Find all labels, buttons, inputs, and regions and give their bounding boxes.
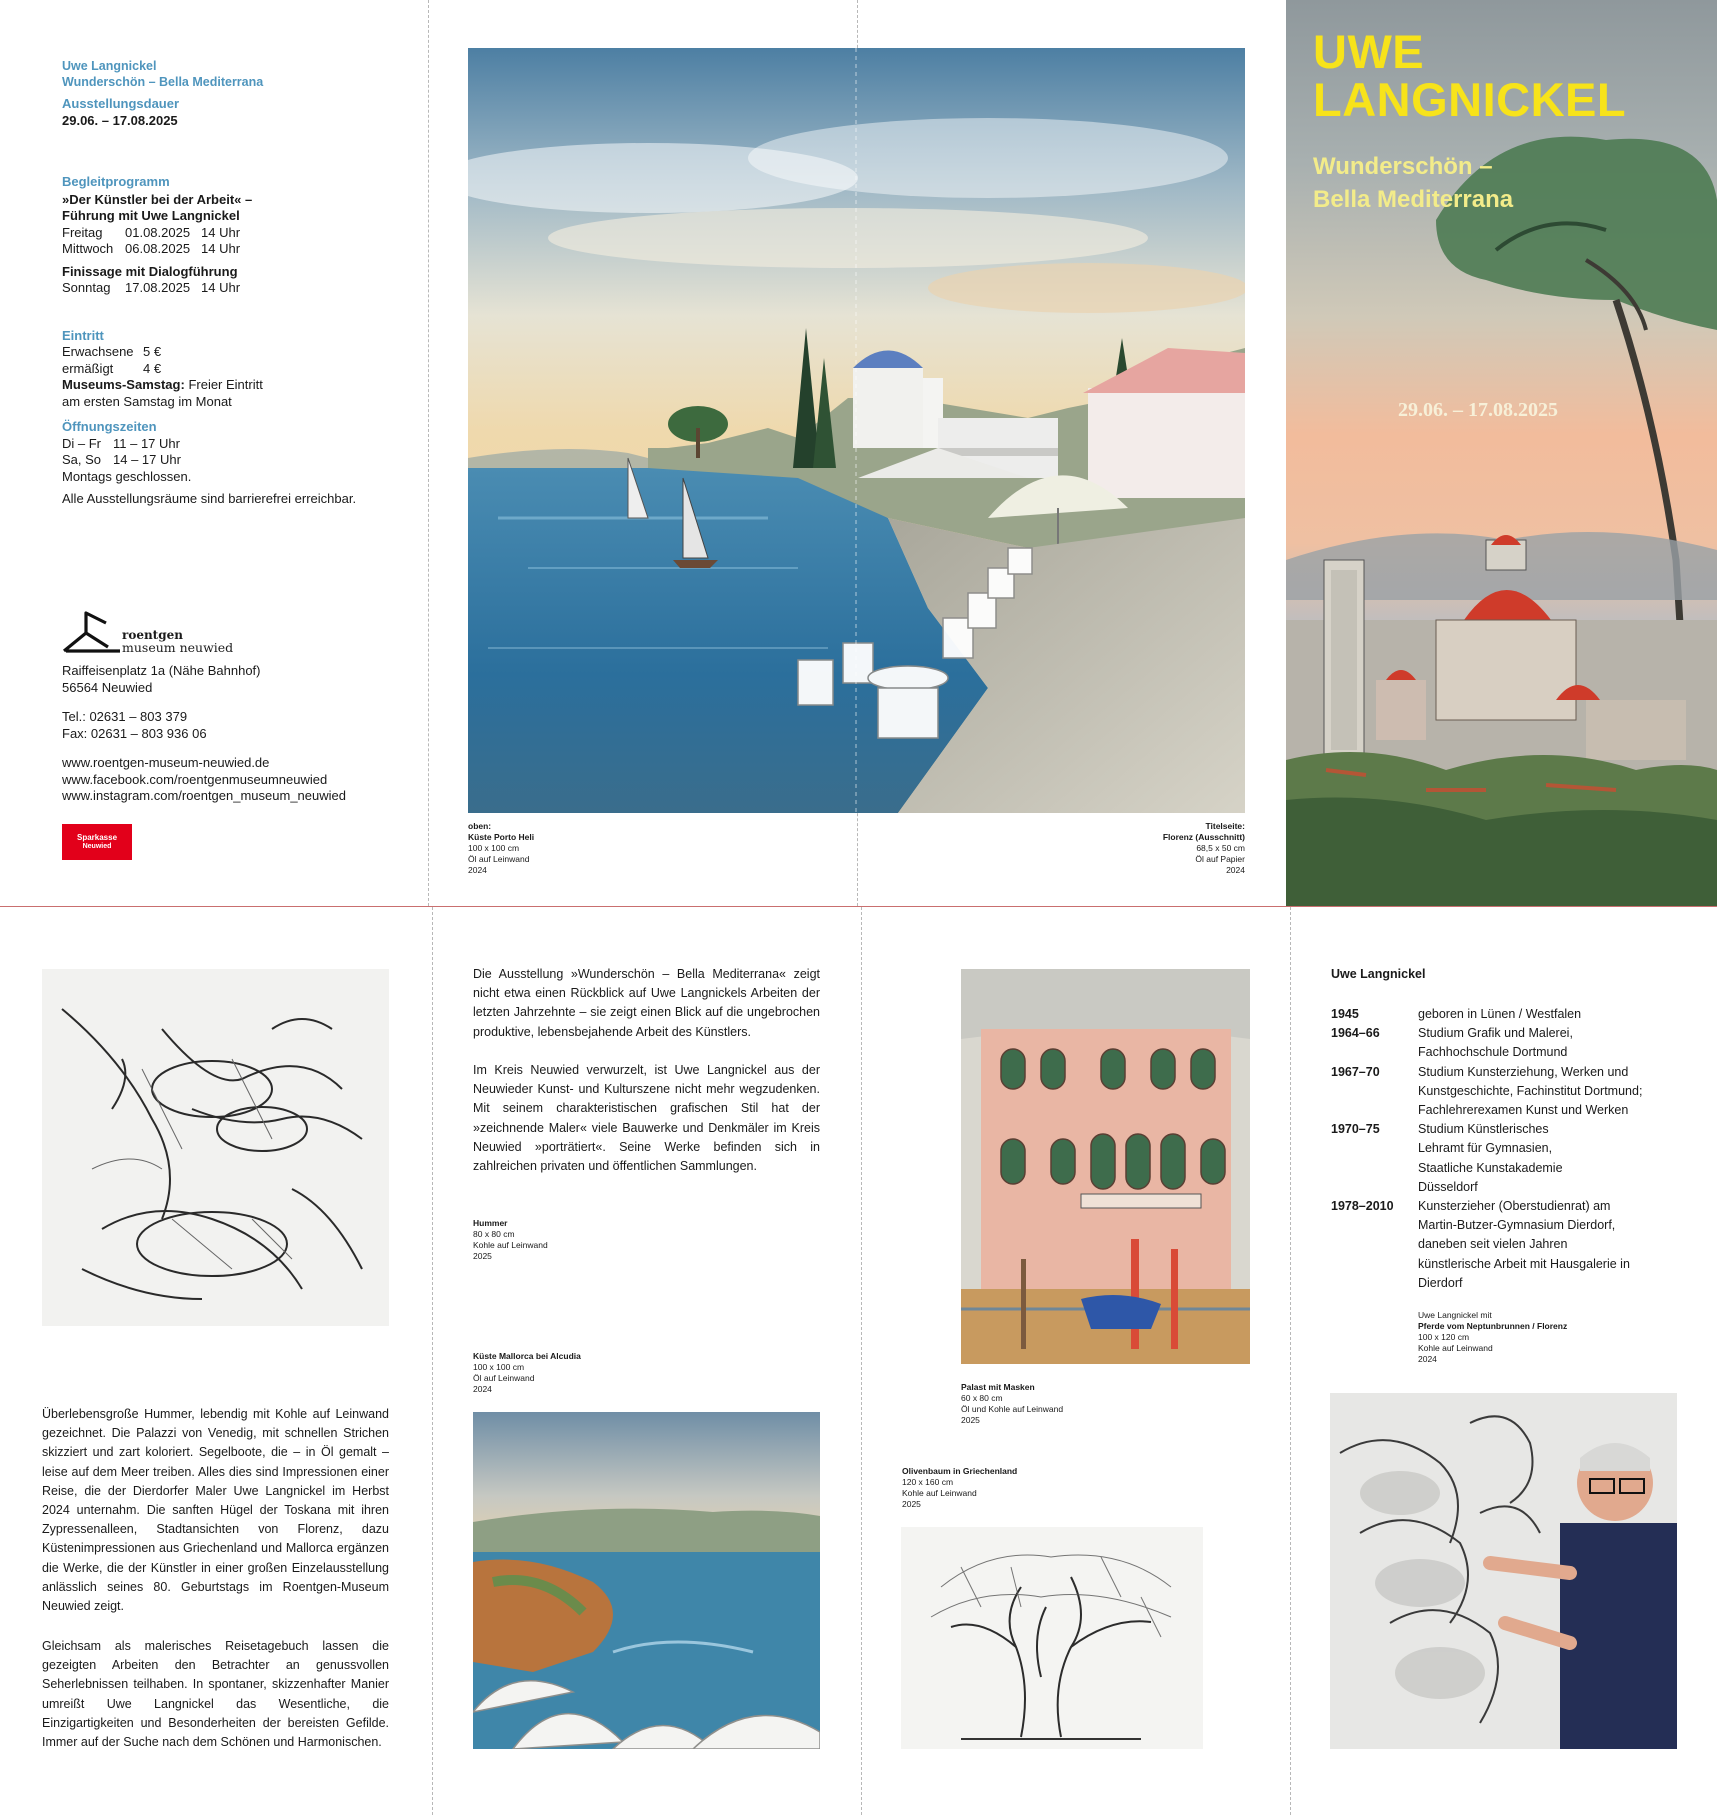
bio-list [1331,1005,1671,1293]
museum-logo-text: museum neuwied [122,640,234,655]
caption-florenz: Titelseite: Florenz (Ausschnitt) 68,5 x 50 cm Öl auf Papier 2024 [1162,821,1245,875]
fold-line [861,907,862,1815]
bio-entry: 1978–2010 Kunsterzieher (Oberstudienrat) am Martin-Butzer-Gymnasium Dierdorf, daneben seit vielen Jahren künstlerische Arbeit mit Hausgalerie in Dierdorf [1331,1199,1630,1290]
program-title: »Der Künstler bei der Arbeit« – [62,191,253,207]
caption-mallorca: Küste Mallorca bei Alcudia 100 x 100 cm Öl auf Leinwand 2024 [473,1351,581,1394]
intro-text-mid: Die Ausstellung »Wunderschön – Bella Mediterrana« zeigt nicht etwa einen Rückblick auf Uwe Langnickels Arbeiten der letzten Jahrzehnte – sie zeigt einen Blick auf die ungebrochen produktive, lebensbejahende Arbeit des Künstlers. [473,967,820,1039]
bio-entry: 1970–75 Studium Künstlerisches Lehramt für Gymnasien, Staatliche Kunstakademie Düsseldorf [1331,1122,1563,1194]
admission-row: Erwachsene 5 € [62,344,162,359]
fold-line [1290,907,1291,1815]
bio-entry: 1964–66 Studium Grafik und Malerei, Fachhochschule Dortmund [1331,1026,1573,1060]
artist-name: Uwe Langnickel [62,59,157,73]
museum-logo-icon [62,609,122,655]
museum-saturday: Museums-Samstag: Freier Eintritt [62,377,263,392]
duration-heading: Ausstellungsdauer [62,96,180,111]
hours-row: Di – Fr 11 – 17 Uhr [62,435,180,451]
drawing-olivenbaum [901,1527,1203,1749]
facebook-link[interactable]: www.facebook.com/roentgenmuseumneuwied [62,771,328,787]
caption-portrait: Uwe Langnickel mit Pferde vom Neptunbrunnen / Florenz 100 x 120 cm Kohle auf Leinwand 2024 [1418,1310,1568,1364]
fold-line [428,0,429,906]
sparkasse-logo: Sparkasse Neuwied [62,824,132,860]
intro-text-mid: Im Kreis Neuwied verwurzelt, ist Uwe Langnickel aus der Neuwieder Kunst- und Kulturszene nicht mehr wegzudenken. Mit seinem charakteristischen grafischen Stil hat der »zeichnende Maler« viele Bauwerke und Denkmäler im Kreis Neuwied »porträtiert«. Seine Werke befinden sich in zahlreichen privaten und öffentlichen Sammlungen. [473,1063,820,1174]
contact-block [62,663,402,805]
painting-porto-heli [468,48,1245,813]
cover-dates: 29.06. – 17.08.2025 [1398,399,1558,421]
instagram-link[interactable]: www.instagram.com/roentgen_museum_neuwied [62,788,346,803]
hours-row: Sa, So 14 – 17 Uhr [62,452,181,467]
program-heading: Begleitprogramm [62,174,170,189]
cover-painting [1286,0,1717,906]
closed-note: Montags geschlossen. [62,468,192,484]
finissage-title: Finissage mit Dialogführung [62,263,238,279]
program-date: Mittwoch 06.08.2025 14 Uhr [62,241,241,256]
caption-porto-heli: oben: Küste Porto Heli 100 x 100 cm Öl auf Leinwand 2024 [468,821,535,875]
info-panel [62,58,402,508]
caption-palast: Palast mit Masken 60 x 80 cm Öl und Kohle auf Leinwand 2025 [961,1382,1064,1425]
accessibility-note: Alle Ausstellungsräume sind barrierefrei erreichbar. [62,491,357,506]
bio-entry: 1945 geboren in Lünen / Westfalen [1331,1007,1582,1021]
museum-logo-text: roentgen [122,628,183,642]
intro-text-left: Überlebensgroße Hummer, lebendig mit Kohle auf Leinwand gezeichnet. Die Palazzi von Venedig, mit schnellen Strichen skizziert und zart koloriert. Segelboote, die – in Öl gemalt – leise auf dem Meer treiben. Alles dies sind Impressionen einer Reise, die der Dierdorfer Maler Uwe Langnickel im Herbst 2024 unternahm. Die sanften Hügel der Toskana mit ihren Zypressenalleen, Stadtansichten von Florenz, dazu Küstenimpressionen aus Griechenland und Mallorca ergänzen die Werke, die der Künstler in einer großen Einzelausstellung anlässlich seines 80. Geburtstags im Roentgen-Museum Neuwied zeigt. [42,1407,389,1614]
address: Raiffeisenplatz 1a (Nähe Bahnhof) [62,663,261,678]
fold-line [432,907,433,1815]
museum-logo [62,609,282,655]
exhibition-title: Wunderschön – Bella Mediterrana [62,75,264,89]
program-date: Freitag 01.08.2025 14 Uhr [62,224,241,240]
drawing-hummer [42,969,389,1326]
painting-palast [961,969,1250,1364]
address: 56564 Neuwied [62,679,153,695]
cover-panel [1286,0,1717,906]
duration-value: 29.06. – 17.08.2025 [62,112,178,128]
admission-heading: Eintritt [62,327,104,343]
cover-title: UWE LANGNICKEL [1313,25,1627,126]
finissage-date: Sonntag 17.08.2025 14 Uhr [62,280,241,295]
photo-artist [1330,1393,1677,1749]
fax: Fax: 02631 – 803 936 06 [62,725,207,741]
bio-entry: 1967–70 Studium Kunsterziehung, Werken und Kunstgeschichte, Fachinstitut Dortmund; Fachlehrerexamen Kunst und Werken [1331,1064,1643,1118]
program-title: Führung mit Uwe Langnickel [62,208,240,223]
painting-mallorca [473,1412,820,1749]
bio-section [1331,966,1671,1293]
caption-hummer: Hummer 80 x 80 cm Kohle auf Leinwand 2025 [473,1218,548,1261]
intro-text-left: Gleichsam als malerisches Reisetagebuch lassen die gezeigten Arbeiten den Betrachter an genussvollen Seherlebnissen teilhaben. In spontaner, skizzenhafter Manier umreißt Uwe Langnickel das Wesentliche, die Einzigartigkeiten und Besonderheiten der bereisten Gefilde. Immer auf der Suche nach dem Schönen und Harmonischen. [42,1639,389,1750]
fold-line-horizontal [0,906,1717,907]
website-link[interactable]: www.roentgen-museum-neuwied.de [62,755,270,770]
museum-saturday-note: am ersten Samstag im Monat [62,393,232,409]
hours-heading: Öffnungszeiten [62,419,157,434]
phone: Tel.: 02631 – 803 379 [62,709,188,724]
bio-heading: Uwe Langnickel [1331,967,1426,981]
caption-olivenbaum: Olivenbaum in Griechenland 120 x 160 cm Kohle auf Leinwand 2025 [902,1466,1018,1509]
admission-row: ermäßigt 4 € [62,360,162,376]
cover-subtitle: Wunderschön – Bella Mediterrana [1313,153,1514,213]
